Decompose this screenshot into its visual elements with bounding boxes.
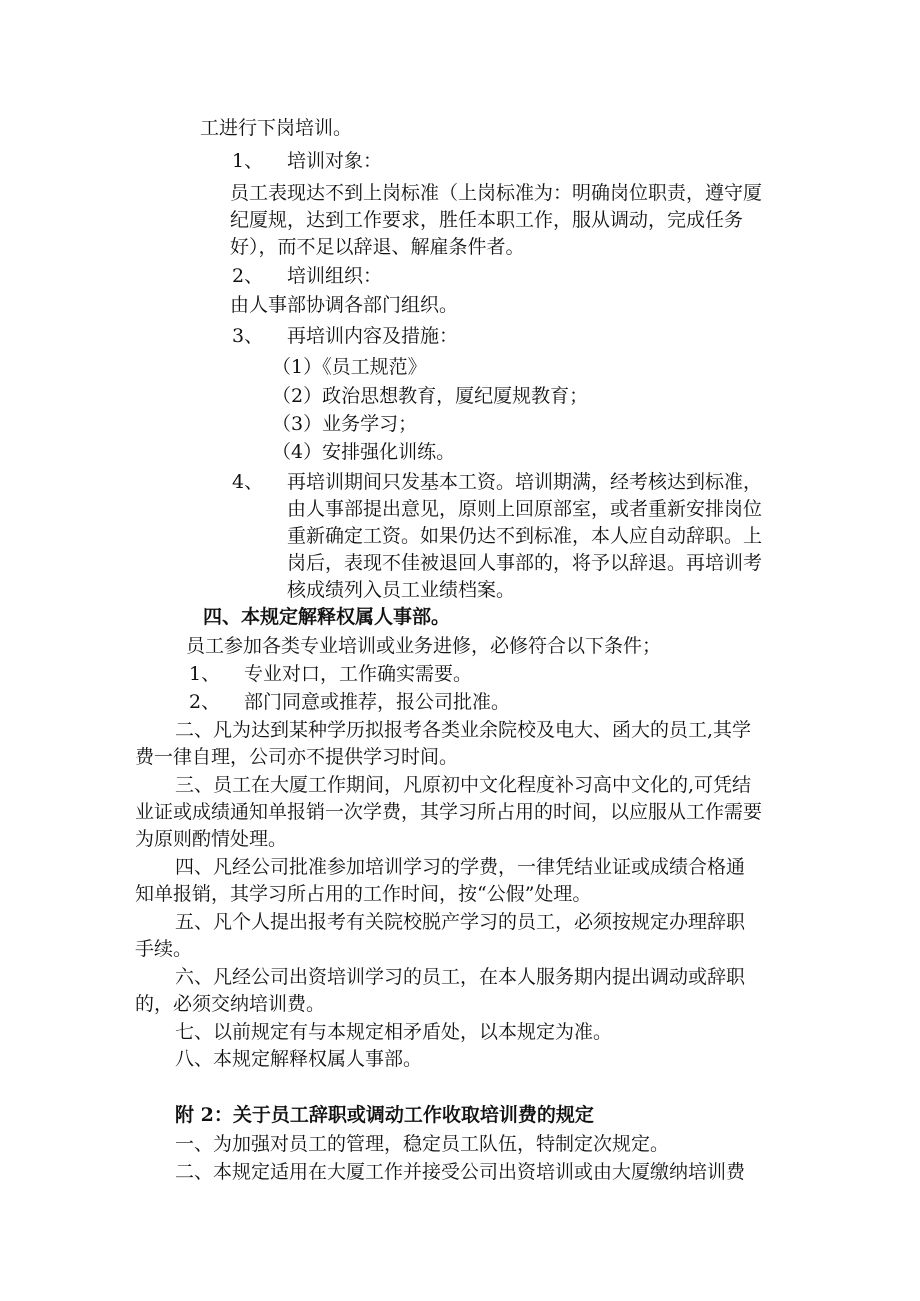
text-line: 工进行下岗培训。 xyxy=(200,117,353,139)
text-line: 核成绩列入员工业绩档案。 xyxy=(287,579,516,601)
text-line: 手续。 xyxy=(135,938,193,960)
item-number: 1、 xyxy=(232,150,264,172)
text-line: 专业对口，工作确实需要。 xyxy=(244,663,473,685)
text-line: 纪厦规，达到工作要求，胜任本职工作，服从调动，完成任务 xyxy=(230,209,744,231)
item-number: 2、 xyxy=(189,691,221,713)
item-number: 1、 xyxy=(189,663,221,685)
text-line: 部门同意或推荐，报公司批准。 xyxy=(244,691,511,713)
text-line: 重新确定工资。如果仍达不到标准，本人应自动辞职。上 xyxy=(287,525,763,547)
text-line: 一、为加强对员工的管理，稳定员工队伍，特制定次规定。 xyxy=(175,1133,670,1155)
text-line: 员工表现达不到上岗标准（上岗标准为：明确岗位职责，遵守厦 xyxy=(230,182,763,204)
text-line: 六、凡经公司出资培训学习的员工，在本人服务期内提出调动或辞职 xyxy=(175,966,746,988)
text-line: 岗后，表现不佳被退回人事部的，将予以辞退。再培训考 xyxy=(287,552,763,574)
item-heading: 培训组织： xyxy=(287,265,383,287)
text-line: 好），而不足以辞退、解雇条件者。 xyxy=(230,236,525,258)
item-number: 2、 xyxy=(232,265,264,287)
text-line: 二、本规定适用在大厦工作并接受公司出资培训或由大厦缴纳培训费 xyxy=(175,1161,746,1183)
item-number: 3、 xyxy=(232,325,264,347)
text-line: 的，必须交纳培训费。 xyxy=(135,993,326,1015)
text-line: 知单报销，其学习所占用的工作时间，按“公假”处理。 xyxy=(135,883,592,905)
text-line: 七、以前规定有与本规定相矛盾处，以本规定为准。 xyxy=(175,1021,613,1043)
text-line: 四、凡经公司批准参加培训学习的学费，一律凭结业证或成绩合格通 xyxy=(175,856,746,878)
section-heading: 四、本规定解释权属人事部。 xyxy=(203,606,451,628)
item-number: 4、 xyxy=(232,471,264,493)
list-item: （2）政治思想教育，厦纪厦规教育； xyxy=(272,385,589,407)
list-item: （3）业务学习； xyxy=(272,413,418,435)
text-line: 再培训期间只发基本工资。培训期满，经考核达到标准， xyxy=(287,471,763,493)
list-item: （4）安排强化训练。 xyxy=(272,441,456,463)
text-line: 八、本规定解释权属人事部。 xyxy=(175,1048,423,1070)
text-line: 由人事部提出意见，原则上回原部室，或者重新安排岗位 xyxy=(287,498,763,520)
list-item: （1）《员工规范》 xyxy=(272,356,427,378)
text-line: 三、员工在大厦工作期间，凡原初中文化程度补习高中文化的,可凭结 xyxy=(175,774,752,796)
text-line: 业证或成绩通知单报销一次学费，其学习所占用的时间，以应服从工作需要 xyxy=(135,801,763,823)
text-line: 费一律自理，公司亦不提供学习时间。 xyxy=(135,746,459,768)
text-line: 由人事部协调各部门组织。 xyxy=(230,294,459,316)
text-line: 为原则酌情处理。 xyxy=(135,828,288,850)
item-heading: 培训对象： xyxy=(287,150,383,172)
text-line: 二、凡为达到某种学历拟报考各类业余院校及电大、函大的员工,其学 xyxy=(175,719,752,741)
item-heading: 再培训内容及措施： xyxy=(287,325,459,347)
appendix-heading: 附 2：关于员工辞职或调动工作收取培训费的规定 xyxy=(175,1104,594,1126)
text-line: 员工参加各类专业培训或业务进修，必修符合以下条件； xyxy=(186,635,662,657)
text-line: 五、凡个人提出报考有关院校脱产学习的员工，必须按规定办理辞职 xyxy=(175,911,746,933)
